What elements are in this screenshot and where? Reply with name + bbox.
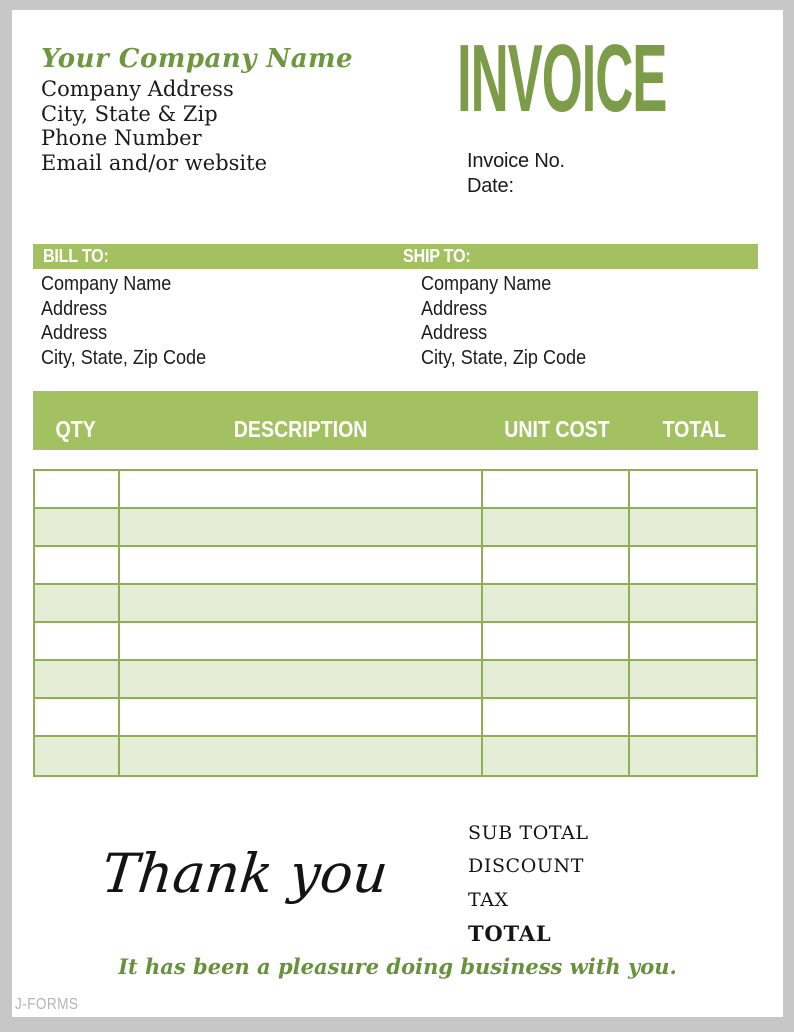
- items-table: [33, 469, 758, 777]
- subtotal-label: SUB TOTAL: [468, 821, 589, 844]
- column-header-qty: QTY: [55, 416, 96, 442]
- item-cell[interactable]: [120, 737, 483, 775]
- item-row: [35, 623, 756, 661]
- bill-to-address1: Address: [41, 296, 108, 320]
- bill-ship-header-bar: [33, 244, 758, 269]
- item-cell[interactable]: [630, 623, 756, 659]
- item-row: [35, 661, 756, 699]
- bill-to-label: BILL TO:: [43, 246, 109, 266]
- bill-to-block: [41, 272, 206, 370]
- item-cell[interactable]: [35, 509, 120, 545]
- brand-watermark: J-FORMS: [15, 996, 79, 1013]
- item-row: [35, 547, 756, 585]
- item-cell[interactable]: [483, 737, 630, 775]
- item-row: [35, 737, 756, 775]
- item-row: [35, 585, 756, 623]
- invoice-number-label: Invoice No.: [467, 150, 565, 172]
- bill-to-address2: Address: [41, 321, 108, 344]
- item-cell[interactable]: [630, 509, 756, 545]
- item-cell[interactable]: [35, 737, 120, 775]
- invoice-page: [12, 10, 783, 1017]
- item-cell[interactable]: [120, 661, 483, 697]
- company-name: Your Company Name: [41, 44, 354, 74]
- item-row: [35, 509, 756, 547]
- company-address-line: Company Address: [41, 77, 234, 101]
- column-header-description: DESCRIPTION: [233, 416, 368, 442]
- item-cell[interactable]: [483, 661, 630, 697]
- item-cell[interactable]: [630, 585, 756, 621]
- company-phone-line: Phone Number: [41, 126, 202, 150]
- closing-message: It has been a pleasure doing business with you.: [118, 954, 677, 979]
- item-cell[interactable]: [35, 585, 120, 621]
- company-email-line: Email and/or website: [41, 150, 267, 175]
- item-cell[interactable]: [35, 623, 120, 659]
- item-cell[interactable]: [35, 471, 120, 507]
- totals-block: [468, 816, 589, 950]
- item-cell[interactable]: [630, 661, 756, 697]
- column-header-total: TOTAL: [662, 416, 727, 442]
- item-cell[interactable]: [483, 699, 630, 735]
- company-city-line: City, State & Zip: [41, 101, 218, 126]
- company-info-block: [41, 44, 353, 175]
- item-cell[interactable]: [35, 661, 120, 697]
- item-cell[interactable]: [483, 547, 630, 583]
- thank-you-script: Thank you: [98, 842, 392, 905]
- item-cell[interactable]: [120, 471, 483, 507]
- item-cell[interactable]: [483, 623, 630, 659]
- discount-label: DISCOUNT: [468, 855, 584, 878]
- item-cell[interactable]: [630, 737, 756, 775]
- invoice-meta-block: [467, 149, 565, 198]
- bill-to-city: City, State, Zip Code: [41, 345, 207, 369]
- invoice-title: INVOICE: [457, 25, 667, 132]
- item-row: [35, 699, 756, 737]
- item-cell[interactable]: [483, 585, 630, 621]
- item-cell[interactable]: [120, 623, 483, 659]
- items-table-header: [33, 391, 758, 450]
- item-cell[interactable]: [483, 471, 630, 507]
- item-cell[interactable]: [120, 585, 483, 621]
- item-cell[interactable]: [120, 547, 483, 583]
- ship-to-address1: Address: [421, 296, 488, 320]
- item-cell[interactable]: [630, 471, 756, 507]
- item-cell[interactable]: [35, 699, 120, 735]
- item-cell[interactable]: [120, 699, 483, 735]
- ship-to-company: Company Name: [421, 272, 552, 295]
- ship-to-address2: Address: [421, 321, 488, 344]
- ship-to-label: SHIP TO:: [403, 246, 471, 266]
- tax-label: TAX: [468, 888, 509, 911]
- total-label: TOTAL: [468, 920, 552, 946]
- ship-to-block: [421, 272, 586, 370]
- item-cell[interactable]: [35, 547, 120, 583]
- item-cell[interactable]: [120, 509, 483, 545]
- bill-to-company: Company Name: [41, 272, 172, 295]
- ship-to-city: City, State, Zip Code: [421, 345, 587, 369]
- invoice-date-label: Date:: [467, 174, 514, 197]
- item-cell[interactable]: [630, 547, 756, 583]
- item-cell[interactable]: [630, 699, 756, 735]
- item-row: [35, 471, 756, 509]
- column-header-unit-cost: UNIT COST: [504, 416, 610, 442]
- item-cell[interactable]: [483, 509, 630, 545]
